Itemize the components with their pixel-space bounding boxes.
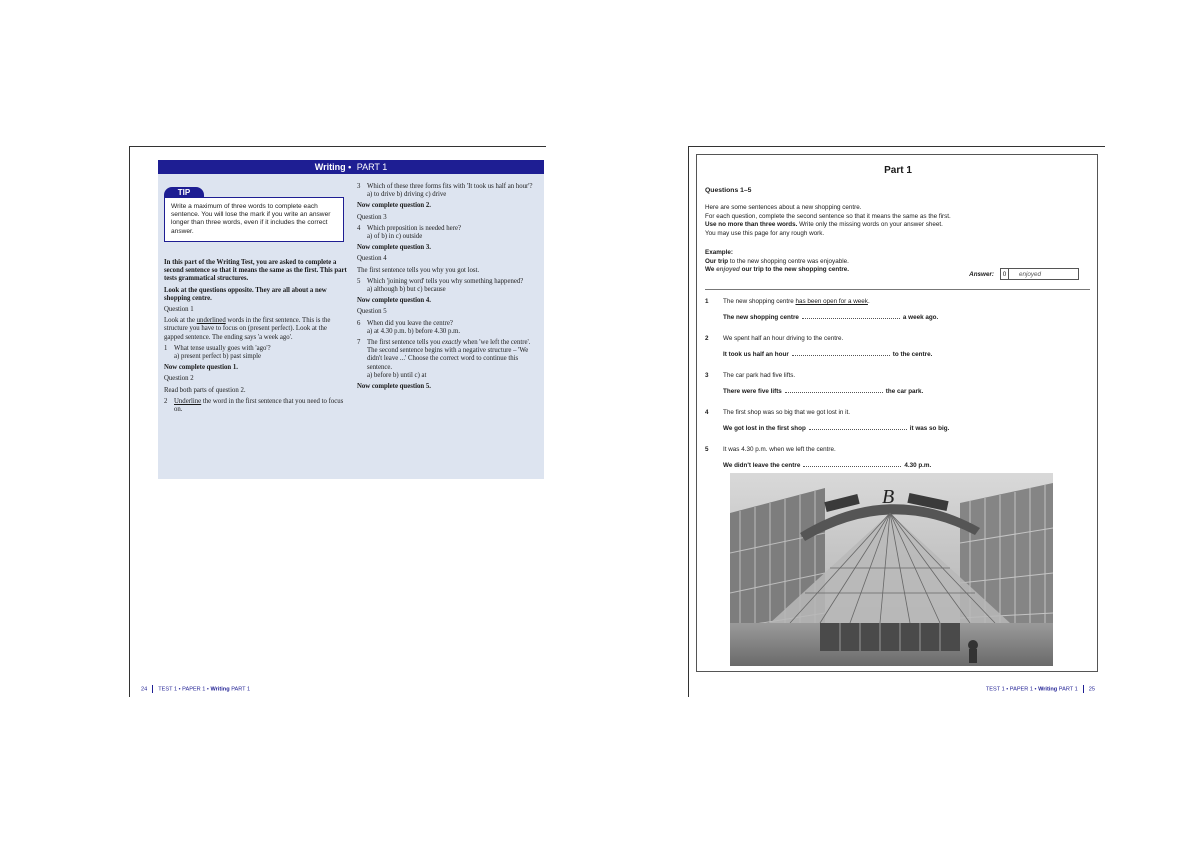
now-complete-3: Now complete question 3. bbox=[357, 244, 432, 252]
part-label: PART 1 bbox=[356, 162, 388, 172]
divider bbox=[705, 289, 1090, 290]
guidance-item-4-options: a) of b) in c) outside bbox=[367, 233, 423, 241]
instructions: Here are some sentences about a new shopping centre. For each question, complete the second sentence so that it means the same as the first. Use no more than three words. Write only the missing words on your answer sheet. You may use this page for any rough work. bbox=[705, 204, 951, 237]
example-label: Example: bbox=[705, 249, 733, 256]
shopping-centre-photo bbox=[730, 473, 1053, 666]
section-title: Writing bbox=[314, 162, 346, 172]
left-page bbox=[129, 146, 546, 697]
question-item: 4 The first shop was so big that we got lost in it. We got lost in the first shop it was so big. bbox=[705, 409, 950, 432]
question-4-text: The first sentence tells you why you got lost. bbox=[357, 266, 480, 274]
intro-text: In this part of the Writing Test, you are asked to complete a second sentence so that it means the same as the first. This part tests grammatical structures. bbox=[164, 259, 347, 283]
page-number: 24 bbox=[141, 686, 148, 693]
guidance-item-5-options: a) although b) but c) because bbox=[367, 286, 446, 294]
question-2-heading: Question 2 bbox=[164, 375, 194, 383]
answer-gap bbox=[803, 466, 901, 467]
answer-gap bbox=[809, 429, 907, 430]
question-1-heading: Question 1 bbox=[164, 306, 194, 314]
now-complete-1: Now complete question 1. bbox=[164, 364, 239, 372]
example-gapped-sentence: We enjoyed our trip to the new shopping centre. bbox=[705, 266, 850, 273]
now-complete-2: Now complete question 2. bbox=[357, 202, 432, 210]
page-title: Part 1 bbox=[884, 165, 912, 176]
page-number: 25 bbox=[1088, 686, 1095, 693]
guidance-item-7-options: a) before b) until c) at bbox=[367, 371, 427, 379]
guidance-item-4: 4 Which preposition is needed here? bbox=[357, 224, 461, 232]
tip-label: TIP bbox=[164, 187, 204, 198]
example-sentence: Our trip to the new shopping centre was enjoyable. bbox=[705, 257, 849, 265]
instruction-text: Look at the questions opposite. They are all about a new shopping centre. bbox=[164, 286, 327, 302]
question-3-heading: Question 3 bbox=[357, 213, 387, 221]
guidance-item-6-options: a) at 4.30 p.m. b) before 4.30 p.m. bbox=[367, 327, 461, 335]
question-4-heading: Question 4 bbox=[357, 255, 387, 263]
header-bullet: • bbox=[348, 162, 352, 172]
right-page-footer: TEST 1 • PAPER 1 • Writing PART 1 25 bbox=[985, 686, 1095, 693]
guidance-item-7: 7 The first sentence tells you exactly when 'we left the centre'. The second sentence begins with a negative structure – 'We didn't leave ...' Choose the correct word to continue this sentence. bbox=[357, 339, 531, 371]
sign-letter: B bbox=[882, 486, 895, 508]
section-header bbox=[158, 160, 544, 174]
guidance-item-6: 6 When did you leave the centre? bbox=[357, 319, 453, 327]
guidance-item-1-options: a) present perfect b) past simple bbox=[174, 353, 262, 361]
guidance-panel bbox=[158, 174, 544, 479]
answer-gap bbox=[792, 355, 890, 356]
question-2-text: Read both parts of question 2. bbox=[164, 386, 246, 394]
question-item: 3 The car park had five lifts. There were five lifts the car park. bbox=[705, 372, 924, 395]
question-list bbox=[705, 298, 1090, 483]
guidance-item-5: 5 Which 'joining word' tells you why something happened? bbox=[357, 277, 524, 285]
question-1-text: Look at the underlined words in the first sentence. This is the structure you have to focus on (present perfect). Look at the gapped sentence. The ending says 'a week ago'. bbox=[164, 317, 331, 341]
now-complete-4: Now complete question 4. bbox=[357, 297, 432, 305]
now-complete-5: Now complete question 5. bbox=[357, 383, 432, 391]
left-page-footer: 24 TEST 1 • PAPER 1 • Writing PART 1 bbox=[141, 686, 251, 693]
question-item: 5 It was 4.30 p.m. when we left the centre. We didn't leave the centre 4.30 p.m. bbox=[705, 446, 932, 469]
tip-box: Write a maximum of three words to complete each sentence. You will lose the mark if you write an answer longer than three words, even if it includes the correct answer. bbox=[164, 197, 344, 242]
guidance-item-2: 2 Underline the word in the first sentence that you need to focus on. bbox=[164, 397, 344, 414]
question-5-heading: Question 5 bbox=[357, 308, 387, 316]
questions-heading: Questions 1–5 bbox=[705, 187, 752, 194]
guidance-column-1 bbox=[164, 259, 348, 414]
question-item: 1 The new shopping centre has been open for a week. The new shopping centre a week ago. bbox=[705, 298, 939, 321]
guidance-item-3-options: a) to drive b) driving c) drive bbox=[367, 191, 447, 199]
answer-label: Answer: bbox=[969, 270, 994, 278]
answer-number-box: 0 bbox=[1000, 268, 1009, 280]
question-item: 2 We spent half an hour driving to the centre. It took us half an hour to the centre. bbox=[705, 335, 933, 358]
answer-value-box: enjoyed bbox=[1009, 268, 1079, 280]
answer-gap bbox=[802, 318, 900, 319]
example-answer bbox=[969, 268, 1079, 280]
guidance-item-3: 3 Which of these three forms fits with 'It took us half an hour'? bbox=[357, 183, 533, 190]
right-page bbox=[688, 146, 1105, 697]
answer-gap bbox=[785, 392, 883, 393]
guidance-column-2 bbox=[357, 183, 541, 394]
guidance-item-1: 1 What tense usually goes with 'ago'? bbox=[164, 344, 271, 352]
exam-question-frame bbox=[696, 154, 1098, 672]
